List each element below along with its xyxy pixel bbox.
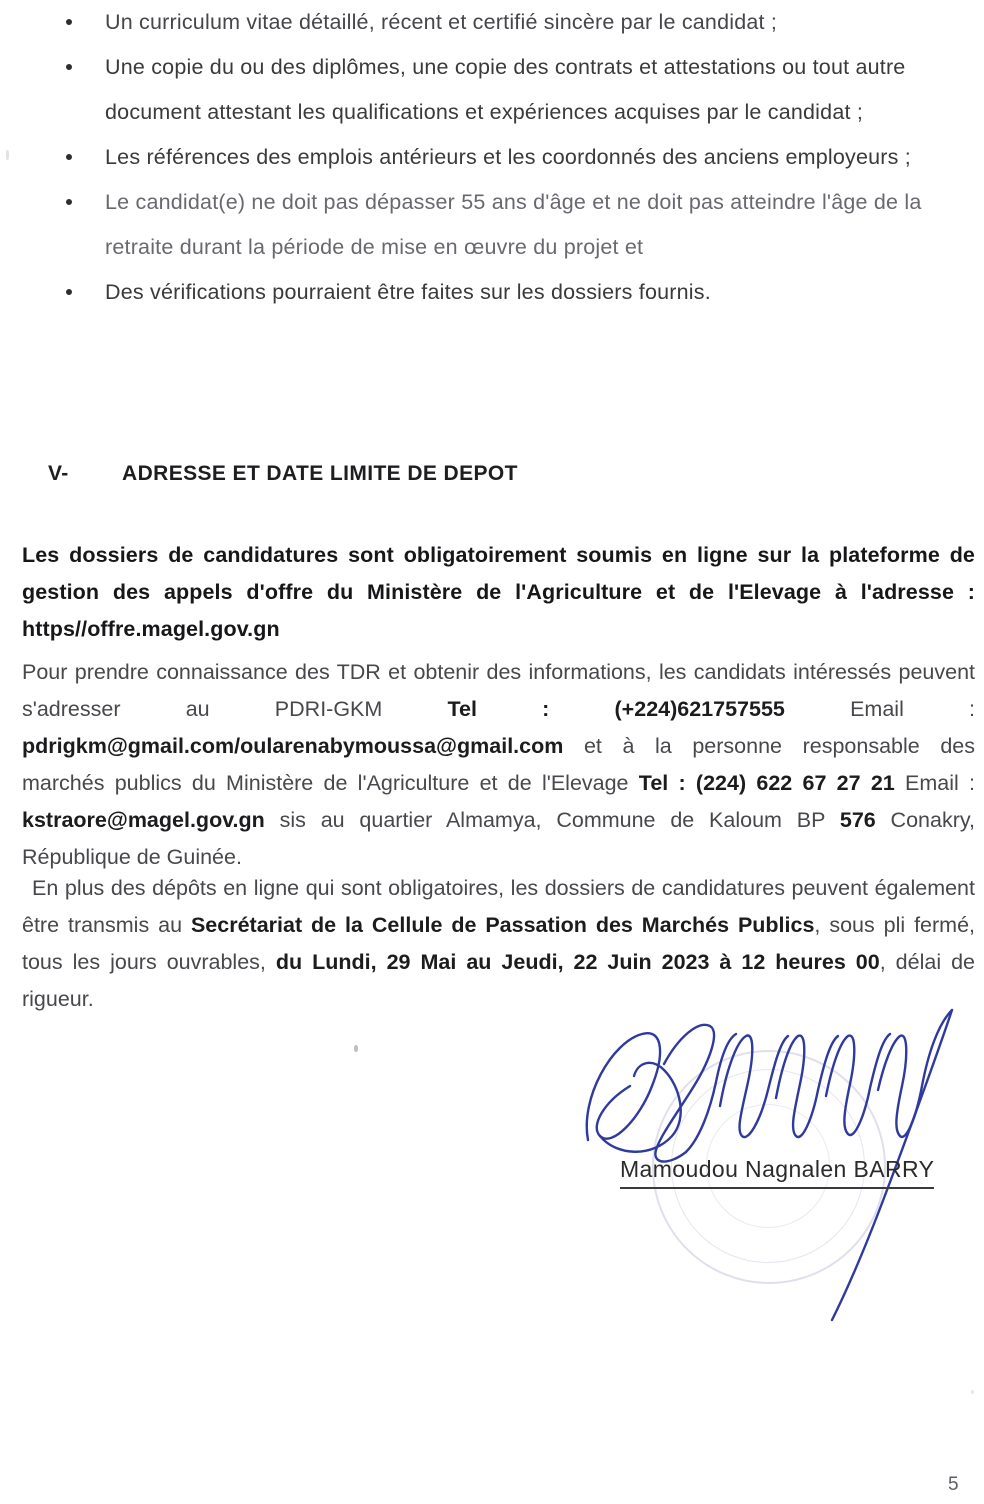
deposit-text-3: , délai de rigueur. xyxy=(22,949,975,1011)
contact-emails: pdrigkm@gmail.com/oularenabymoussa@gmail.com xyxy=(22,733,564,758)
contact-email2-label: Email : xyxy=(894,770,975,795)
list-item xyxy=(0,270,984,315)
signature-block xyxy=(560,990,984,1330)
requirements-bullet-list xyxy=(0,0,984,315)
list-item-text: Des vérifications pourraient être faites sur les dossiers fournis. xyxy=(105,280,711,304)
scan-artifact xyxy=(748,595,751,598)
bullet-dot-icon xyxy=(66,154,72,160)
bullet-dot-icon xyxy=(66,64,72,70)
signatory-name: Mamoudou Nagnalen BARRY xyxy=(620,1156,934,1189)
deposit-text-1: En plus des dépôts en ligne qui sont obligatoires, les dossiers de candidatures peuvent également être transmis au xyxy=(22,875,975,937)
contact-address-part2: Conakry, République de Guinée. xyxy=(22,807,975,869)
contact-bp-number: 576 xyxy=(839,807,876,832)
bullet-dot-icon xyxy=(66,19,72,25)
list-item xyxy=(0,45,984,135)
contact-middle: et à la personne responsable des marchés publics du Ministère de l'Agriculture et de l'Elevage xyxy=(22,733,975,795)
page-number: 5 xyxy=(948,1474,959,1495)
list-item-text: Une copie du ou des diplômes, une copie des contrats et attestations ou tout autre document attestant les qualifications et expériences acquises par le candidat ; xyxy=(105,55,906,124)
contact-tel-value: (+224)621757555 xyxy=(614,696,785,721)
scan-artifact xyxy=(6,150,9,160)
contact-paragraph xyxy=(22,654,975,876)
list-item xyxy=(0,180,984,270)
list-item-text: Les références des emplois antérieurs et les coordonnés des anciens employeurs ; xyxy=(105,145,911,169)
contact-tel2-value: (224) 622 67 27 21 xyxy=(695,770,895,795)
bullet-dot-icon xyxy=(66,199,72,205)
section-title: ADRESSE ET DATE LIMITE DE DEPOT xyxy=(122,462,518,485)
scan-artifact xyxy=(971,1390,974,1394)
deposit-office-name: Secrétariat de la Cellule de Passation des Marchés Publics xyxy=(190,912,815,937)
deposit-text-2: , sous pli fermé, tous les jours ouvrables, xyxy=(22,912,976,974)
contact-tel-label: Tel : xyxy=(447,696,615,721)
list-item xyxy=(0,0,984,45)
bullet-dot-icon xyxy=(66,289,72,295)
contact-tel2-label: Tel : xyxy=(638,770,696,795)
contact-intro: Pour prendre connaissance des TDR et obtenir des informations, les candidats intéressés peuvent s'adresser au PDRI-GKM xyxy=(22,659,975,721)
list-item xyxy=(0,135,984,180)
list-item-text: Le candidat(e) ne doit pas dépasser 55 ans d'âge et ne doit pas atteindre l'âge de la retraite durant la période de mise en œuvre du projet et xyxy=(105,190,922,259)
platform-paragraph: Les dossiers de candidatures sont obligatoirement soumis en ligne sur la plateforme de gestion des appels d'offre du Ministère de l'Agriculture et de l'Elevage à l'adresse : https//offre.magel.gov.gn xyxy=(22,542,975,641)
contact-email2-value: kstraore@magel.gov.gn xyxy=(22,807,265,832)
list-item-text: Un curriculum vitae détaillé, récent et certifié sincère par le candidat ; xyxy=(105,10,778,34)
deposit-deadline: du Lundi, 29 Mai au Jeudi, 22 Juin 2023 à 12 heures 00 xyxy=(275,949,880,974)
section-heading xyxy=(48,462,518,486)
contact-address-part1: sis au quartier Almamya, Commune de Kaloum BP xyxy=(264,807,840,832)
section-number: V- xyxy=(48,462,69,485)
contact-email-label: Email : xyxy=(784,696,976,721)
scan-artifact xyxy=(354,1045,358,1052)
